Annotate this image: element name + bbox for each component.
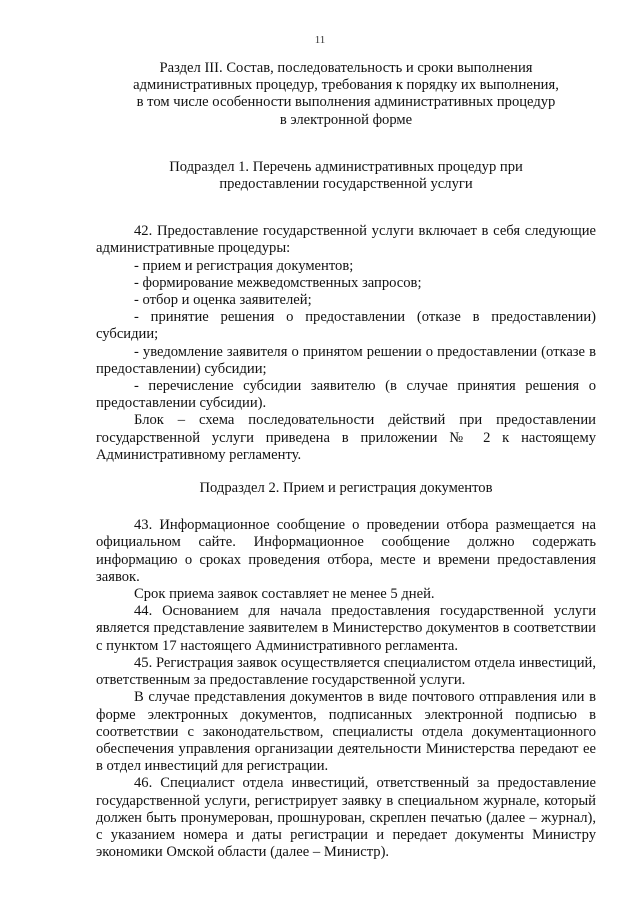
subsection-1-title [96,159,596,193]
page-number: 11 [314,34,326,46]
section-title [96,60,596,129]
list-item: - отбор и оценка заявителей; [134,292,312,309]
subsection-2-title: Подраздел 2. Прием и регистрация документов [199,480,493,497]
subsection-title-line: предоставлении государственной услуги [219,176,473,193]
paragraph-45-mail: В случае представления документов в виде почтового отправления или в форме электронных документов, подписанных электронной подписью в соответствии с законодательством, специалисты отдела документационного обеспечения управления организации деятельности Министерства передают ее в отдел инвестиций для регистрации. [96,689,596,775]
section-title-line: административных процедур, требования к порядку их выполнения, [133,77,559,94]
list-item: - перечисление субсидии заявителю (в случае принятия решения о предоставлении субсидии). [96,378,596,412]
section-title-line: Раздел III. Состав, последовательность и сроки выполнения [159,60,533,76]
section-title-line: в том числе особенности выполнения административных процедур [136,94,556,111]
paragraph-46: 46. Специалист отдела инвестиций, ответственный за предоставление государственной услуги, регистрирует заявку в специальном журнале, который должен быть пронумерован, прошнурован, скреплен печатью (далее – журнал), с указанием номера и даты регистрации и передает документы Министру экономики Омской области (далее – Министр). [96,775,596,861]
section-title-line: в электронной форме [279,111,413,128]
subsection-title-line: Подраздел 1. Перечень административных процедур при [169,158,523,175]
list-item: - прием и регистрация документов; [134,257,354,274]
paragraph-42: 42. Предоставление государственной услуги включает в себя следующие административные процедуры: [96,223,596,257]
list-item: - уведомление заявителя о принятом решении о предоставлении (отказе в предоставлении) субсидии; [96,343,596,377]
paragraph-44: 44. Основанием для начала предоставления государственной услуги является представление заявителем в Министерство документов в соответствии с пунктом 17 настоящего Административного регламента. [96,603,596,654]
paragraph-43: 43. Информационное сообщение о проведении отбора размещается на официальном сайте. Информационное сообщение должно содержать информацию о сроках проведения отбора, месте и времени предоставления заявок. [96,517,596,585]
document-body [96,60,596,861]
paragraph-43-term: Срок приема заявок составляет не менее 5 дней. [134,586,435,603]
list-item: - принятие решения о предоставлении (отказе в предоставлении) субсидии; [96,309,596,343]
list-item: - формирование межведомственных запросов; [134,274,422,291]
block-scheme-paragraph: Блок – схема последовательности действий при предоставлении государственной услуги приведена в приложении № 2 к настоящему Административному регламенту. [96,412,596,463]
paragraph-45: 45. Регистрация заявок осуществляется специалистом отдела инвестиций, ответственным за предоставление государственной услуги. [96,654,596,689]
